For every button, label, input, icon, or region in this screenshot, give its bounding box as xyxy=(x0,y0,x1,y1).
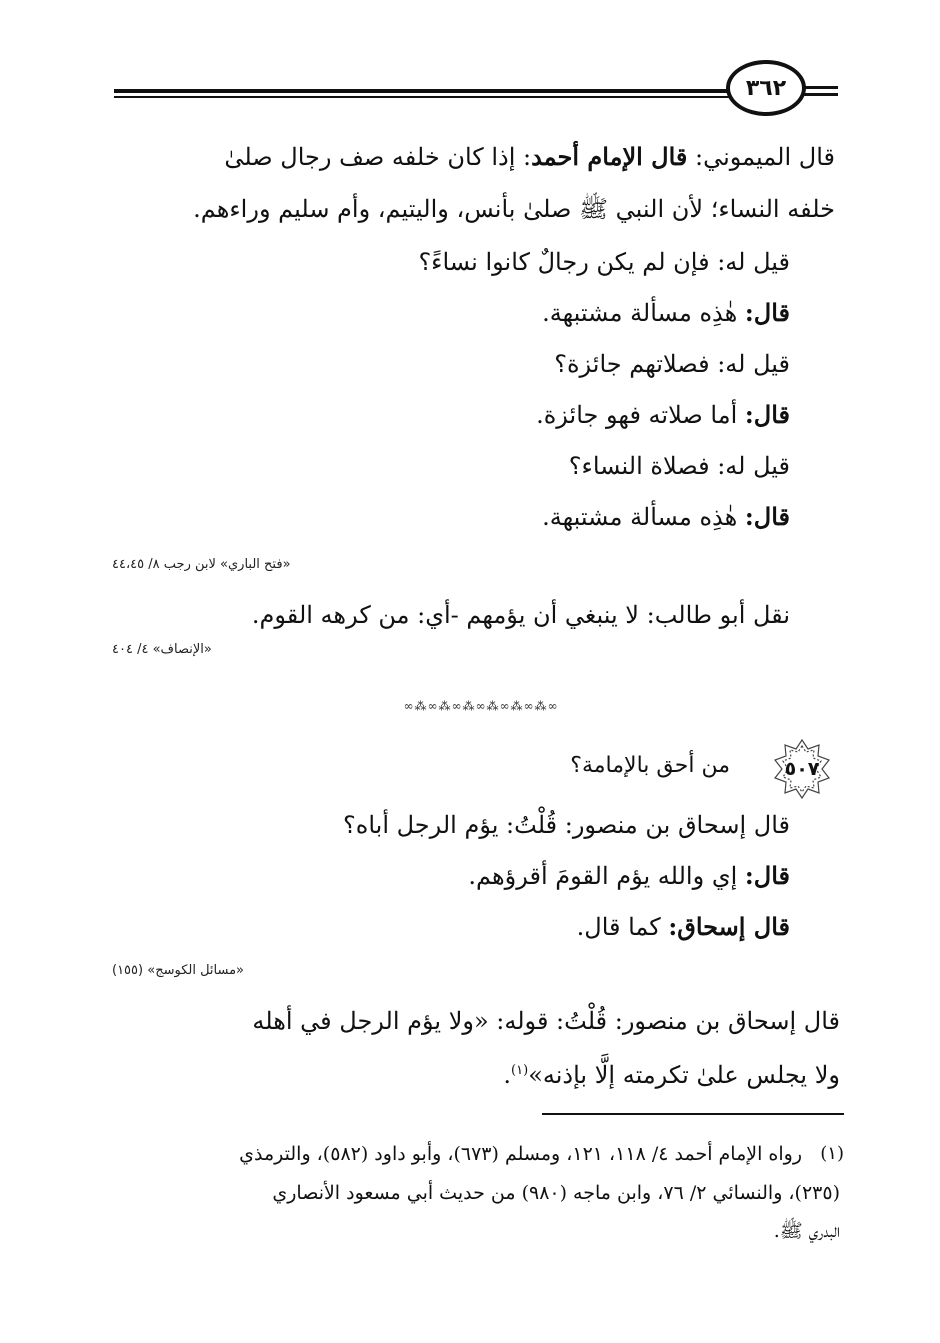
bold-segment: قال الإمام أحمد xyxy=(531,142,688,171)
footnote-line: البدري ﷺ. xyxy=(773,1220,840,1242)
header-rule xyxy=(804,86,838,89)
footnote-line: (٢٣٥)، والنسائي ٢/ ٧٦، وابن ماجه (٩٨٠) من حديث أبي مسعود الأنصاري xyxy=(272,1182,840,1204)
source-citation: «فتح الباري» لابن رجب ٨/ ٤٤،٤٥ xyxy=(112,557,291,572)
ornament-divider: ∞⁂∞⁂∞⁂∞⁂∞⁂∞⁂∞ xyxy=(403,699,559,713)
dialogue-line xyxy=(418,245,790,279)
paragraph-line: قال إسحاق بن منصور: قُلْتُ: قوله: «ولا يؤم الرجل في أهله xyxy=(252,1007,840,1035)
paragraph-line xyxy=(503,1054,840,1092)
text-segment: : إذا كان خلفه صف رجال صلىٰ xyxy=(224,143,532,171)
page-number-badge xyxy=(726,60,806,116)
speaker-label: قال: xyxy=(744,400,790,429)
speaker-label: قال إسحاق: xyxy=(668,912,790,941)
dialogue-line xyxy=(468,859,790,893)
dialogue-text: أما صلاته فهو جائزة. xyxy=(536,401,745,429)
dialogue-line xyxy=(554,347,790,381)
text-segment: ولا يجلس علىٰ تكرمته إلَّا بإذنه» xyxy=(528,1061,840,1089)
speaker-label: قيل له: xyxy=(717,452,790,480)
dialogue-text: هٰذِه مسألة مشتبهة. xyxy=(542,503,745,531)
dialogue-line xyxy=(577,910,790,944)
page-number: ٣٦٢ xyxy=(745,75,787,101)
dialogue-line xyxy=(343,808,790,842)
dialogue-text: كما قال. xyxy=(576,913,669,941)
dialogue-line xyxy=(542,500,790,534)
dialogue-line xyxy=(569,449,790,483)
speaker-label: قيل له: xyxy=(717,248,790,276)
text-segment: قال الميموني: xyxy=(687,143,835,171)
speaker-label: قال: xyxy=(744,502,790,531)
footnote-separator xyxy=(542,1113,844,1115)
dialogue-line xyxy=(536,398,790,432)
dialogue-text: فإن لم يكن رجالٌ كانوا نساءً؟ xyxy=(418,248,718,276)
footnote-line: رواه الإمام أحمد ٤/ ١١٨، ١٢١، ومسلم (٦٧٣)، وأبو داود (٥٨٢)، والترمذي xyxy=(239,1143,802,1165)
paragraph-line: خلفه النساء؛ لأن النبي ﷺ صلىٰ بأنس، واليتيم، وأم سليم وراءهم. xyxy=(193,195,835,223)
dialogue-text: قال إسحاق بن منصور: قُلْتُ: يؤم الرجل أباه؟ xyxy=(343,811,790,839)
header-rule xyxy=(804,93,838,96)
paragraph-line xyxy=(224,140,835,174)
header-rule xyxy=(114,89,730,93)
paragraph-line: نقل أبو طالب: لا ينبغي أن يؤمهم -أي: من كرهه القوم. xyxy=(251,601,790,629)
dialogue-text: هٰذِه مسألة مشتبهة. xyxy=(542,299,745,327)
footnote-marker: (١) xyxy=(820,1143,844,1164)
footnote-reference[interactable]: (١) xyxy=(511,1063,529,1078)
speaker-label: قال: xyxy=(744,298,790,327)
source-citation: «مسائل الكوسج» (١٥٥) xyxy=(112,963,245,978)
dialogue-text: فصلاتهم جائزة؟ xyxy=(554,350,718,378)
question-title: من أحق بالإمامة؟ xyxy=(570,753,730,778)
question-number-badge xyxy=(770,737,834,801)
speaker-label: قيل له: xyxy=(717,350,790,378)
text-segment: . xyxy=(503,1061,512,1089)
dialogue-text: فصلاة النساء؟ xyxy=(568,452,718,480)
header-rule xyxy=(114,96,730,98)
source-citation: «الإنصاف» ٤/ ٤٠٤ xyxy=(112,642,212,657)
dialogue-text: إي والله يؤم القومَ أقرؤهم. xyxy=(468,862,745,890)
question-number: ٥٠٧ xyxy=(784,758,820,780)
dialogue-line xyxy=(542,296,790,330)
speaker-label: قال: xyxy=(744,861,790,890)
